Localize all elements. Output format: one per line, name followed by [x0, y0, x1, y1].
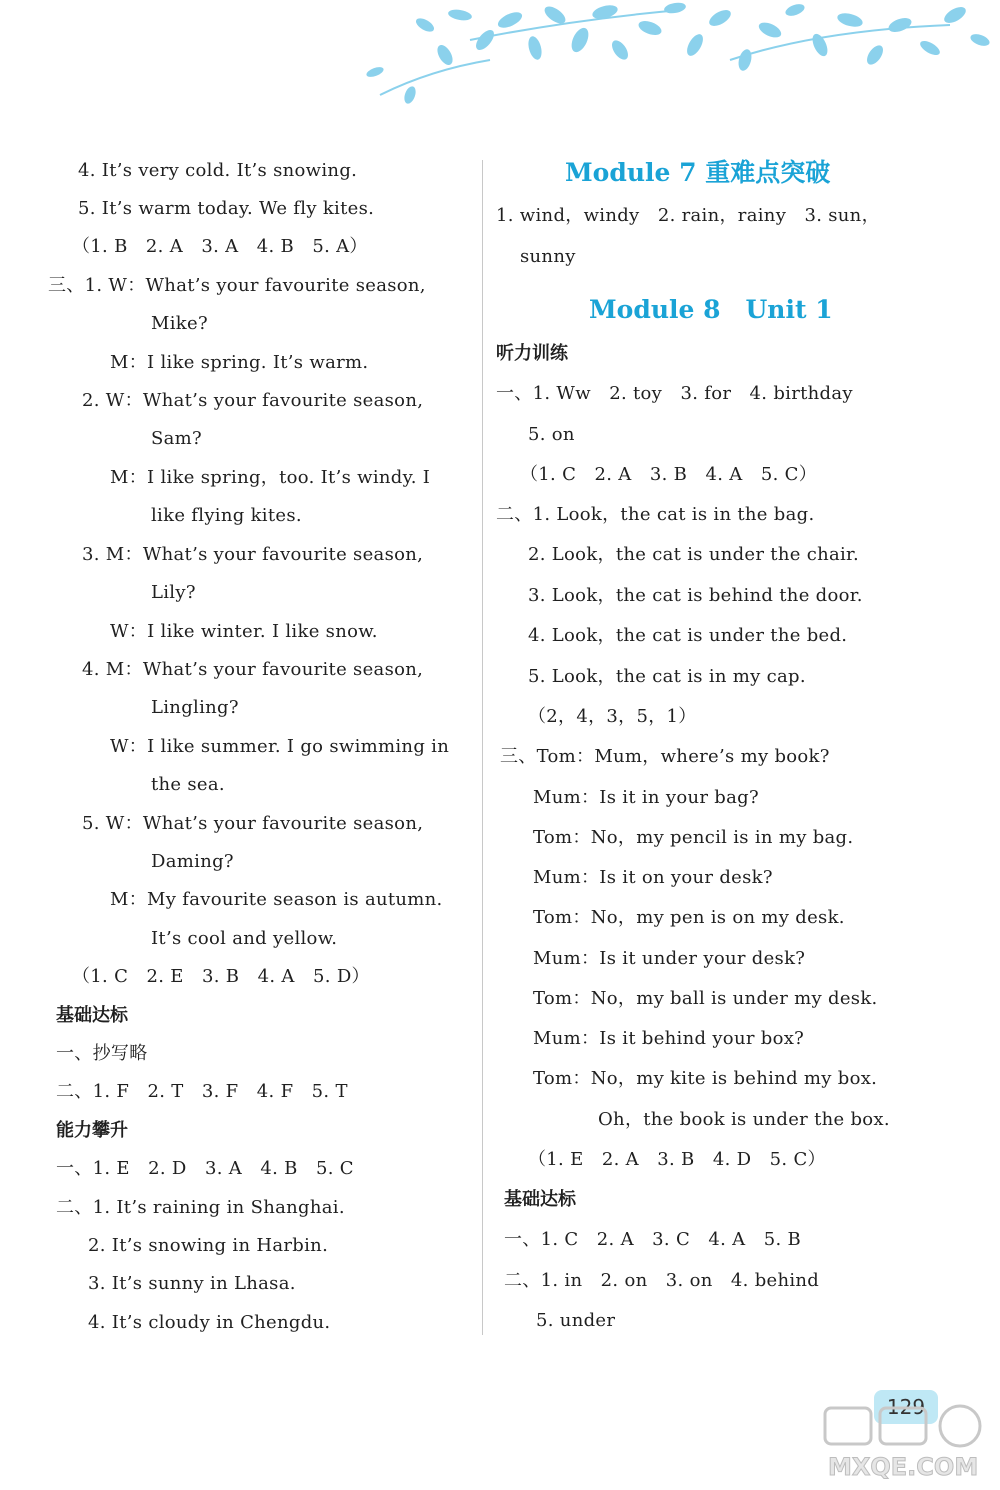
section-heading: 基础达标 — [56, 1005, 128, 1026]
left-line: Mike? — [151, 313, 208, 334]
left-line: like flying kites. — [151, 505, 302, 526]
left-line: W：I like summer. I go swimming in — [110, 736, 450, 757]
left-line: 2. It’s snowing in Harbin. — [88, 1235, 329, 1256]
right-line: sunny — [520, 246, 576, 267]
left-line: Daming? — [151, 851, 234, 872]
right-line: 3. Look，the cat is behind the door. — [528, 585, 863, 606]
right-line: 5. on — [528, 424, 575, 445]
left-line: 一、1. E 2. D 3. A 4. B 5. C — [56, 1158, 354, 1179]
left-line: Lily? — [151, 582, 196, 603]
leaf-decoration — [350, 0, 1000, 110]
right-line: Tom：No，my pencil is in my bag. — [533, 827, 854, 848]
right-line: 5. Look，the cat is in my cap. — [528, 666, 806, 687]
right-line: 一、1. Ww 2. toy 3. for 4. birthday — [496, 383, 853, 404]
right-line: Mum：Is it under your desk? — [533, 948, 806, 969]
left-line: 5. It’s warm today. We fly kites. — [78, 198, 375, 219]
right-line: Tom：No，my pen is on my desk. — [533, 907, 845, 928]
left-line: 4. It’s cloudy in Chengdu. — [88, 1312, 331, 1333]
right-line: 二、1. in 2. on 3. on 4. behind — [504, 1270, 820, 1291]
left-line: M：I like spring，too. It’s windy. I — [110, 467, 431, 488]
left-line: 4. M：What’s your favourite season, — [82, 659, 424, 680]
left-line: Lingling? — [151, 697, 239, 718]
left-line: 4. It’s very cold. It’s snowing. — [78, 160, 358, 181]
right-line: （1. E 2. A 3. B 4. D 5. C） — [528, 1149, 826, 1170]
left-line: 2. W：What’s your favourite season, — [82, 390, 424, 411]
right-line: 5. under — [536, 1310, 616, 1331]
left-line: （1. C 2. E 3. B 4. A 5. D） — [72, 966, 370, 987]
right-line: （1. C 2. A 3. B 4. A 5. C） — [520, 464, 818, 485]
left-line: M：My favourite season is autumn. — [110, 889, 443, 910]
right-line: 二、1. Look，the cat is in the bag. — [496, 504, 815, 525]
right-line: Mum：Is it behind your box? — [533, 1028, 805, 1049]
section-heading: 听力训练 — [496, 343, 568, 364]
left-line: 二、1. F 2. T 3. F 4. F 5. T — [56, 1081, 348, 1102]
page-number: 129 — [886, 1395, 926, 1419]
left-line: 3. M：What’s your favourite season, — [82, 544, 424, 565]
left-line: （1. B 2. A 3. A 4. B 5. A） — [72, 236, 368, 257]
left-line: 三、1. W：What’s your favourite season, — [48, 275, 426, 296]
section-heading: 基础达标 — [504, 1189, 576, 1210]
module-title: Module 8 Unit 1 — [589, 295, 833, 324]
right-line: 2. Look，the cat is under the chair. — [528, 544, 860, 565]
module-title: Module 7 重难点突破 — [565, 158, 831, 187]
right-line: Mum：Is it in your bag? — [533, 787, 759, 808]
right-line: 1. wind，windy 2. rain，rainy 3. sun， — [496, 205, 880, 226]
left-line: W：I like winter. I like snow. — [110, 621, 378, 642]
left-line: 二、1. It’s raining in Shanghai. — [56, 1197, 345, 1218]
left-line: Sam? — [151, 428, 202, 449]
left-line: M：I like spring. It’s warm. — [110, 352, 369, 373]
column-divider — [482, 160, 483, 1335]
left-line: the sea. — [151, 774, 225, 795]
watermark-text: MXQE.COM — [828, 1453, 979, 1481]
right-line: 4. Look，the cat is under the bed. — [528, 625, 848, 646]
right-line: Mum：Is it on your desk? — [533, 867, 773, 888]
section-heading: 能力攀升 — [56, 1120, 128, 1141]
left-line: It’s cool and yellow. — [151, 928, 338, 949]
right-line: （2，4，3，5，1） — [528, 706, 697, 727]
right-line: Tom：No，my kite is behind my box. — [533, 1068, 878, 1089]
left-line: 3. It’s sunny in Lhasa. — [88, 1273, 296, 1294]
right-line: Oh，the book is under the box. — [598, 1109, 890, 1130]
left-line: 5. W：What’s your favourite season, — [82, 813, 424, 834]
right-line: 三、Tom：Mum，where’s my book? — [500, 746, 830, 767]
left-line: 一、抄写略 — [56, 1043, 148, 1064]
right-line: Tom：No，my ball is under my desk. — [533, 988, 878, 1009]
right-line: 一、1. C 2. A 3. C 4. A 5. B — [504, 1229, 802, 1250]
